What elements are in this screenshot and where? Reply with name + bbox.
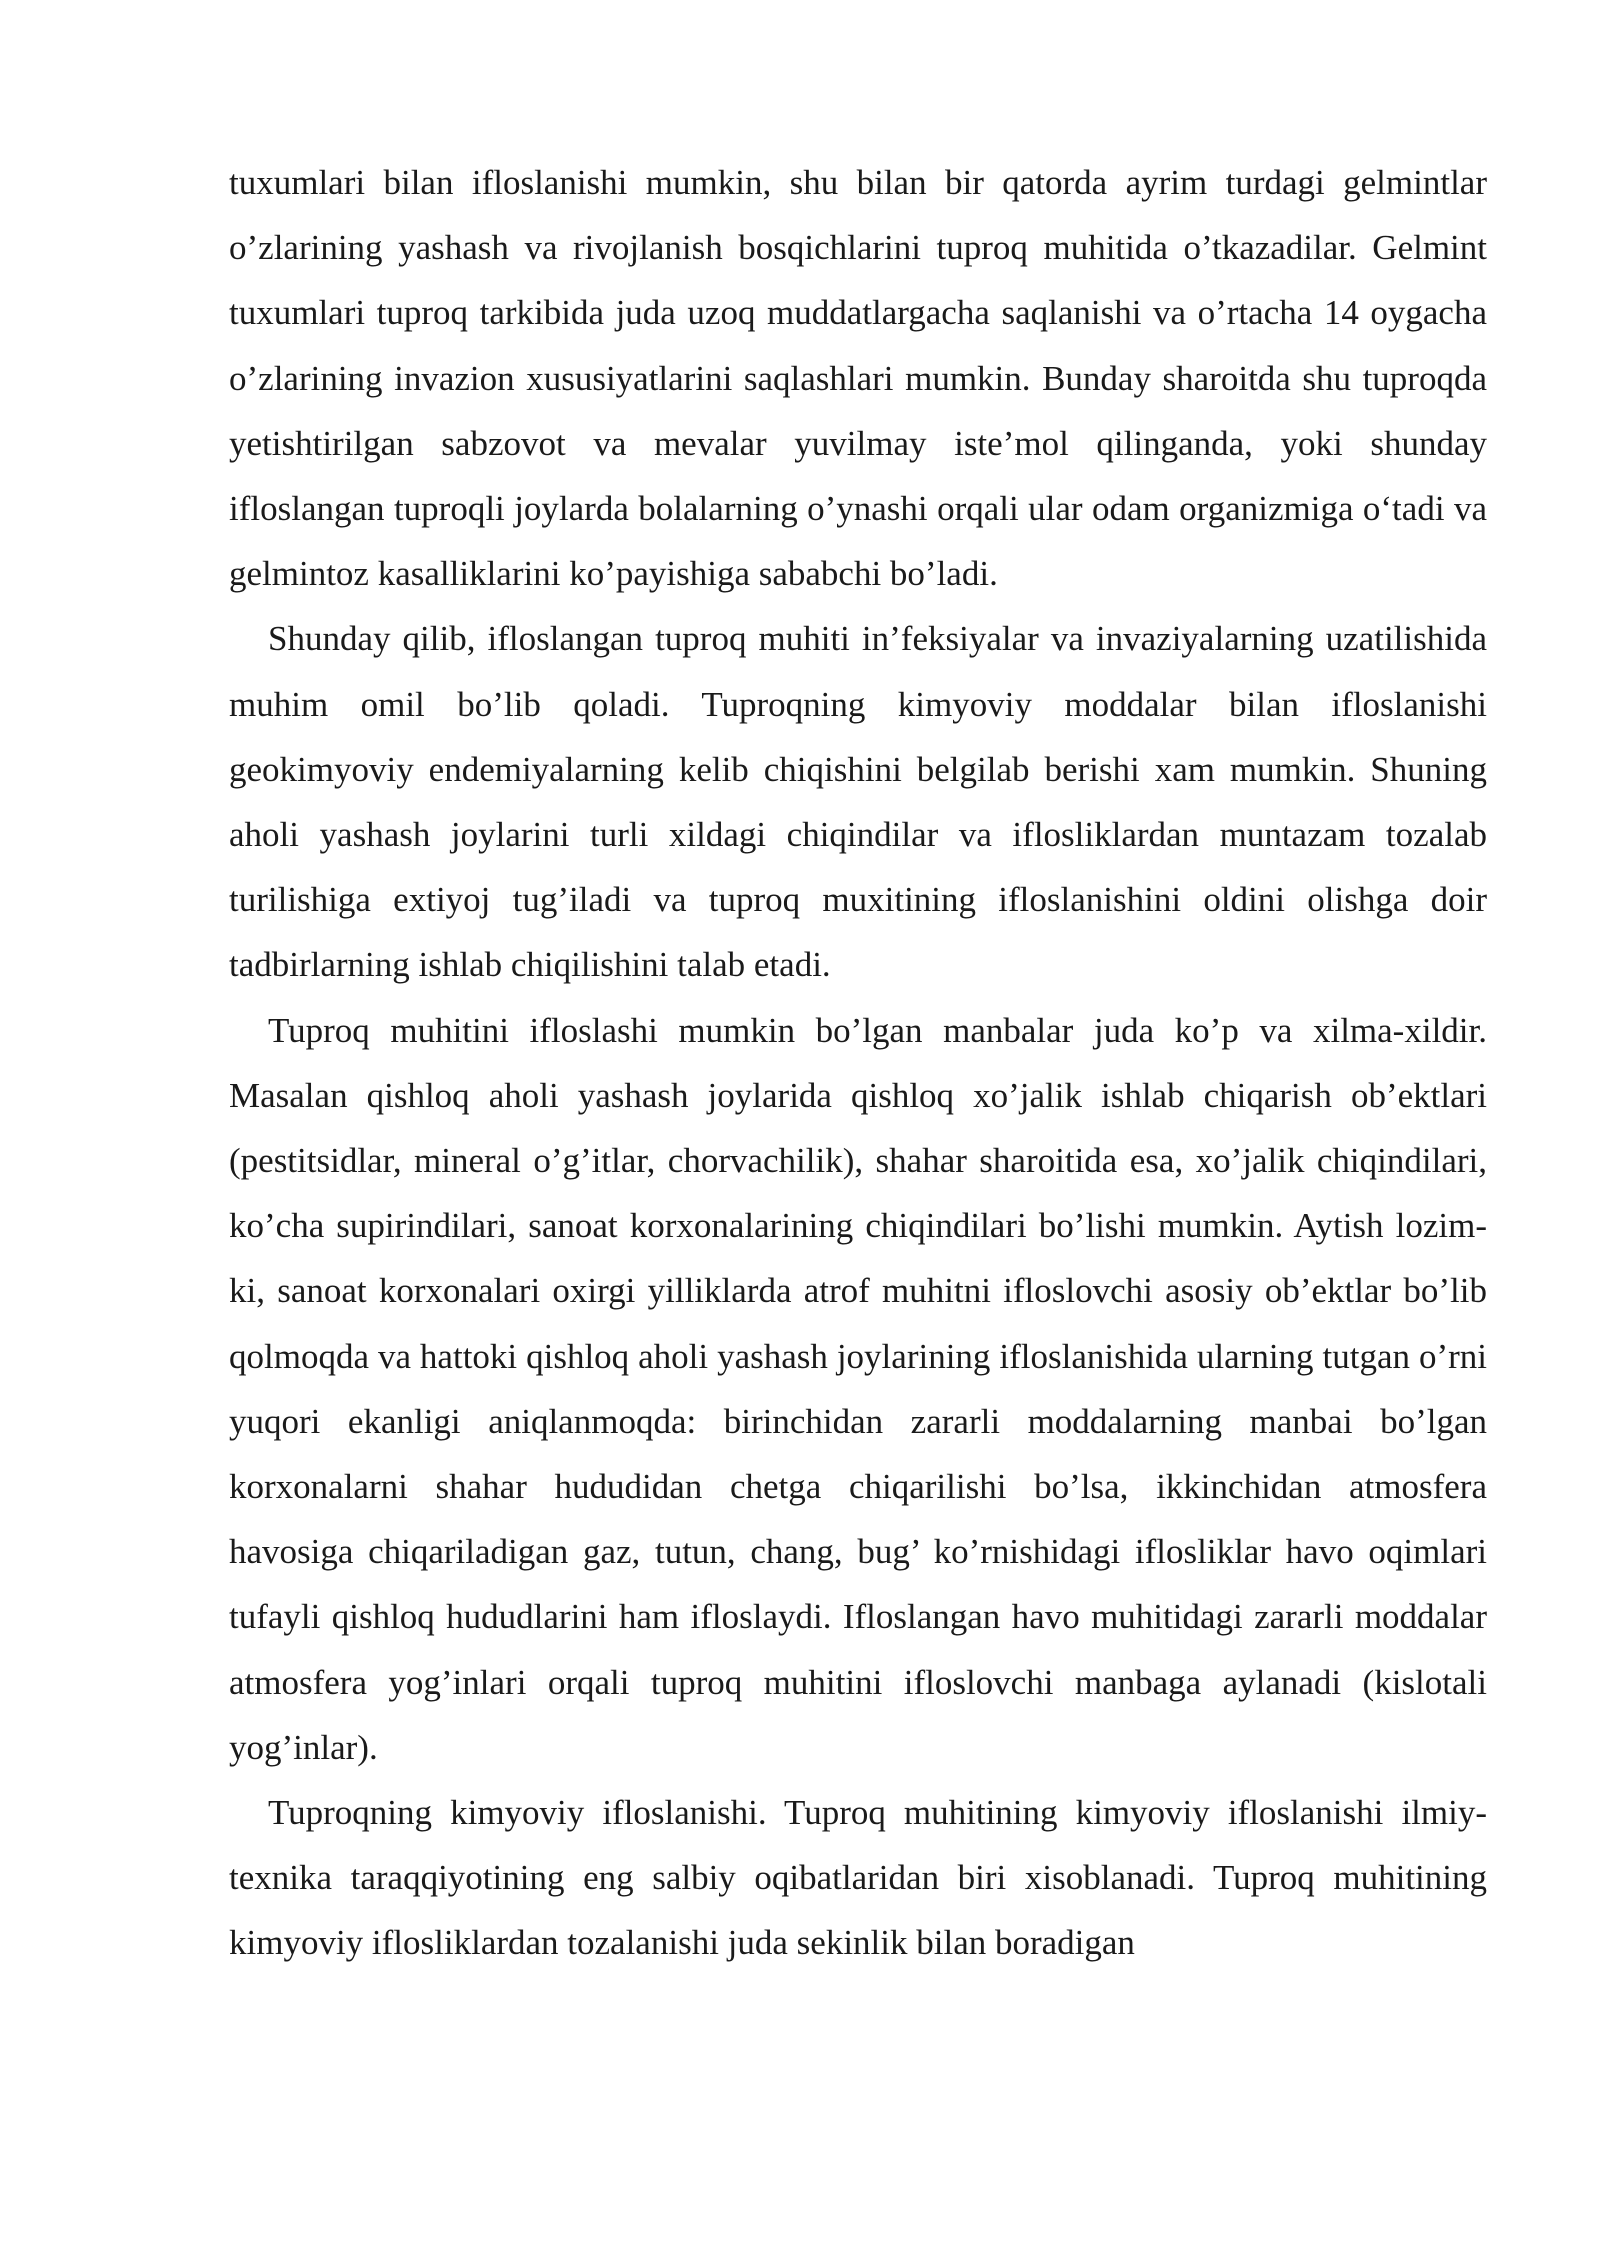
document-body [229, 150, 1487, 1976]
paragraph-pollution-sources: Tuproq muhitini ifloslashi mumkin bo’lgan manbalar juda ko’p va xilma-xildir. Masalan qishloq aholi yashash joylarida qishloq xo’jalik ishlab chiqarish ob’ektlari (pestitsidlar, mineral o’g’itlar, chorvachilik), shahar sharoitida esa, xo’jalik chiqindilari, ko’cha supirindilari, sanoat korxonalarining chiqindilari bo’lishi mumkin. Aytish lozim-ki, sanoat korxonalari oxirgi yilliklarda atrof muhitni ifloslovchi asosiy ob’ektlar bo’lib qolmoqda va hattoki qishloq aholi yashash joylarining ifloslanishida ularning tutgan o’rni yuqori ekanligi aniqlanmoqda: birinchidan zararli moddalarning manbai bo’lgan korxonalarni shahar hududidan chetga chiqarilishi bo’lsa, ikkinchidan atmosfera havosiga chiqariladigan gaz, tutun, chang, bug’ ko’rnishidagi iflosliklar havo oqimlari tufayli qishloq hududlarini ham ifloslaydi. Ifloslangan havo muhitidagi zararli moddalar atmosfera yog’inlari orqali tuproq muhitini ifloslovchi manbaga aylanadi (kislotali yog’inlar). [229, 1010, 1487, 1767]
paragraph-contaminated-soil: Shunday qilib, ifloslangan tuproq muhiti in’feksiyalar va invaziyalarning uzatilishida muhim omil bo’lib qoladi. Tuproqning kimyoviy moddalar bilan ifloslanishi geokimyoviy endemiyalarning kelib chiqishini belgilab berishi xam mumkin. Shuning aholi yashash joylarini turli xildagi chiqindilar va iflosliklardan muntazam tozalab turilishiga extiyoj tug’iladi va tuproq muxitining ifloslanishini oldini olishga doir tadbirlarning ishlab chiqilishini talab etadi. [229, 619, 1487, 985]
paragraph-helminth-eggs: tuxumlari bilan ifloslanishi mumkin, shu bilan bir qatorda ayrim turdagi gelmintlar o’zlarining yashash va rivojlanish bosqichlarini tuproq muhitida o’tkazadilar. Gelmint tuxumlari tuproq tarkibida juda uzoq muddatlargacha saqlanishi va o’rtacha 14 oygacha o’zlarining invazion xususiyatlarini saqlashlari mumkin. Bunday sharoitda shu tuproqda yetishtirilgan sabzovot va mevalar yuvilmay iste’mol qilinganda, yoki shunday ifloslangan tuproqli joylarda bolalarning o’ynashi orqali ular odam organizmiga o‘tadi va gelmintoz kasalliklarini ko’payishiga sababchi bo’ladi. [229, 163, 1487, 594]
paragraph-chemical-pollution: Tuproqning kimyoviy ifloslanishi. Tuproq muhitining kimyoviy ifloslanishi ilmiy-texnika taraqqiyotining eng salbiy oqibatlaridan biri xisoblanadi. Tuproq muhitining kimyoviy iflosliklardan tozalanishi juda sekinlik bilan boradigan [229, 1793, 1487, 1963]
